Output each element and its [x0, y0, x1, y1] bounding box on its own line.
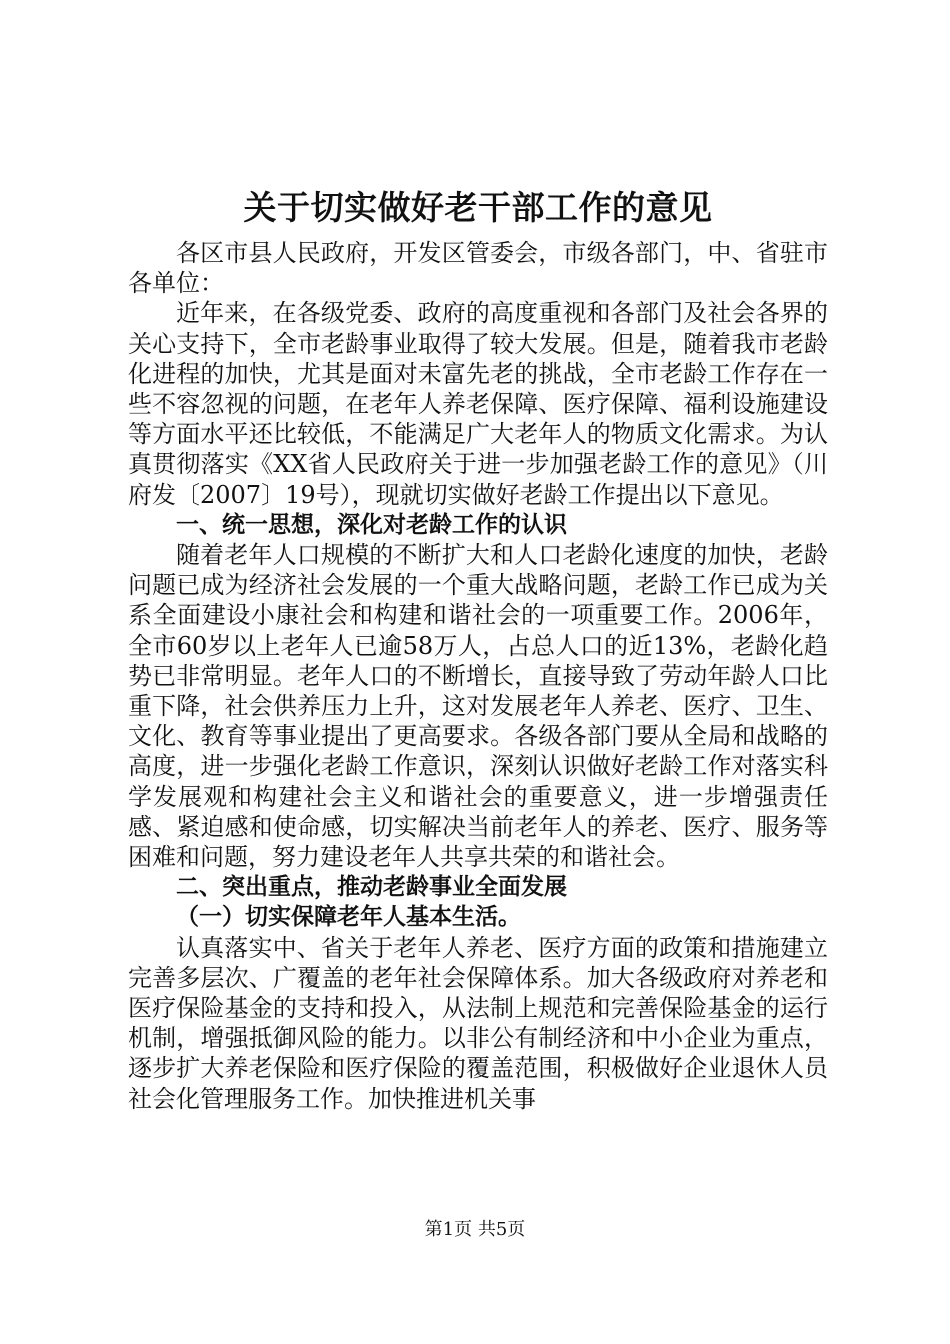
document-title: 关于切实做好老干部工作的意见	[243, 188, 713, 227]
page-number-footer: 第1页 共5页	[424, 1219, 526, 1240]
subsection-heading-1: （一）切实保障老年人基本生活。	[176, 904, 521, 931]
section-heading-1: 一、统一思想，深化对老龄工作的认识	[176, 511, 567, 538]
salutation-paragraph: 各区市县人民政府，开发区管委会，市级各部门，中、省驻市各单位：	[128, 239, 828, 298]
intro-paragraph: 近年来，在各级党委、政府的高度重视和各部门及社会各界的关心支持下，全市老龄事业取得了较大发展。但是，随着我市老龄化进程的加快，尤其是面对未富先老的挑战，全市老龄工作存在一些不容忽视的问题，在老年人养老保障、医疗保障、福利设施建设等方面水平还比较低，不能满足广大老年人的物质文化需求。为认真贯彻落实《XX省人民政府关于进一步加强老龄工作的意见》（川府发〔2007〕19号），现就切实做好老龄工作提出以下意见。	[128, 299, 828, 509]
document-body	[128, 184, 828, 1114]
section-heading-2: 二、突出重点，推动老龄事业全面发展	[176, 874, 567, 901]
subsection-1-paragraph: 认真落实中、省关于老年人养老、医疗方面的政策和措施建立完善多层次、广覆盖的老年社会保障体系。加大各级政府对养老和医疗保险基金的支持和投入，从法制上规范和完善保险基金的运行机制，增强抵御风险的能力。以非公有制经济和中小企业为重点，逐步扩大养老保险和医疗保险的覆盖范围，积极做好企业退休人员社会化管理服务工作。加快推进机关事	[128, 933, 828, 1113]
section-1-paragraph: 随着老年人口规模的不断扩大和人口老龄化速度的加快，老龄问题已成为经济社会发展的一个重大战略问题，老龄工作已成为关系全面建设小康社会和构建和谐社会的一项重要工作。2006年，全市60岁以上老年人已逾58万人，占总人口的近13%，老龄化趋势已非常明显。老年人口的不断增长，直接导致了劳动年龄人口比重下降，社会供养压力上升，这对发展老年人养老、医疗、卫生、文化、教育等事业提出了更高要求。各级各部门要从全局和战略的高度，进一步强化老龄工作意识，深刻认识做好老龄工作对落实科学发展观和构建社会主义和谐社会的重要意义，进一步增强责任感、紧迫感和使命感，切实解决当前老年人的养老、医疗、服务等困难和问题，努力建设老年人共享共荣的和谐社会。	[128, 541, 828, 872]
